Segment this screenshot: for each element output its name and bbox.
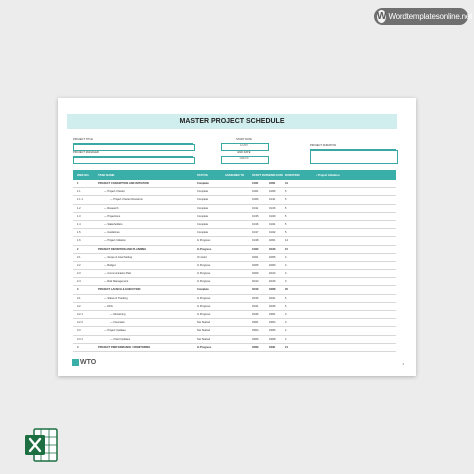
header-wbs: WBS NO. [77,173,90,177]
cell-start: 01/01 [252,182,259,185]
cell-dur: 15 [285,247,288,251]
cell-end: 02/01 [269,239,276,243]
cell-task: — Project Charter Revisions [110,198,143,202]
cell-task: — Budget [104,263,116,267]
cell-end: 02/16 [269,247,276,251]
excel-file-icon [24,427,58,463]
cell-status: In Progress [197,280,211,284]
cell-dur: 31 [285,182,288,185]
cell-start: 02/13 [252,280,259,284]
cell-wbs: 1.2 [77,206,81,210]
footer-logo-text: WTO [80,359,97,366]
project-duration-field[interactable] [310,150,398,164]
cell-start: 02/05 [252,263,259,267]
document-page [58,98,416,376]
cell-end: 03/08 [269,288,276,292]
wto-logo-icon [72,359,79,366]
cell-status: Complete [197,288,209,292]
cell-wbs: 3.1 [77,296,81,300]
cell-dur: 20 [285,288,288,292]
cell-dur: 4 [285,263,287,267]
cell-wbs: 3.2.2 [77,321,83,325]
cell-task: — Project Initiation [104,239,126,243]
watermark-badge [374,8,473,25]
cell-end: 01/22 [269,231,276,235]
header-end-date: END DATE [269,173,284,177]
page-number: 1 [402,362,404,366]
cell-dur: 5 [285,206,287,210]
header-status: STATUS [197,173,208,177]
cell-status: In Progress [197,313,211,316]
cell-wbs: 1.5 [77,231,81,235]
cell-dur: 3 [285,280,287,284]
cell-end: 02/01 [269,182,276,185]
cell-start: 01/18 [252,239,259,243]
cell-start: 02/26 [252,313,259,316]
cell-end: 01/20 [269,214,276,218]
project-title-label: PROJECT TITLE [73,137,193,144]
cell-wbs: 3.2 [77,304,81,308]
cell-end: 02/13 [269,272,276,276]
project-duration-label: PROJECT DURATION [310,143,396,150]
cell-start: 01/16 [252,222,259,226]
cell-wbs: 3.3 [77,329,81,333]
cell-dur: 2 [285,329,287,333]
cell-task: — Monitoring [110,313,126,316]
cell-end: 03/08 [269,337,276,341]
end-date-label: END DATE [221,150,267,157]
cell-status: Complete [197,231,209,235]
task-row [73,196,396,204]
cell-wbs: 4 [77,345,79,349]
task-row [73,213,396,221]
task-row [73,262,396,270]
cell-dur: 5 [285,222,287,226]
cell-dur: 14 [285,239,288,243]
cell-status: Complete [197,198,209,202]
cell-task: PROJECT PERFORMANCE / MONITORING [98,345,151,349]
cell-end: 03/06 [269,329,276,333]
task-row [73,336,396,344]
cell-status: In Progress [197,296,211,300]
header-assigned-to: ASSIGNED TO [225,173,245,177]
cell-wbs: 2.1 [77,255,81,259]
cell-wbs: 2 [77,247,79,251]
header-task-name: TASK NAME [98,173,115,177]
cell-dur: 21 [285,345,288,349]
cell-start: 02/09 [252,272,259,276]
cell-dur: 4 [285,255,287,259]
cell-dur: 5 [285,231,287,235]
cell-status: In Progress [197,272,211,276]
cell-wbs: 2.2 [77,263,81,267]
cell-task: — Stakeholders [104,222,123,226]
cell-end: 02/26 [269,304,276,308]
cell-status: Complete [197,190,209,194]
task-row [73,270,396,278]
cell-dur: 3 [285,313,287,316]
cell-end: 01/21 [269,222,276,226]
task-row [73,205,396,213]
cell-status: In Progress [197,345,212,349]
start-date-value: 1/1/XX [240,144,248,147]
task-row [73,295,396,303]
cell-end: 02/09 [269,263,276,267]
phase-row [73,246,396,254]
cell-status: Complete [197,206,209,210]
phase-row [73,344,396,352]
cell-status: In Progress [197,304,211,308]
cell-wbs: 1.1 [77,190,81,194]
cell-start: 01/02 [252,247,259,251]
cell-wbs: 1.6 [77,239,81,243]
task-row [73,254,396,262]
cell-task: — Forecasts [110,321,125,325]
cell-end: 01/11 [269,198,276,202]
cell-task: — Status & Tracking [104,296,128,300]
cell-task: — Chart Updates [110,337,131,341]
cell-wbs: 3 [77,288,79,292]
phase-row [73,180,396,188]
cell-task: — Guidelines [104,231,120,235]
end-date-value: 1/31/XX [239,157,249,160]
cell-dur: 5 [285,190,287,194]
cell-start: 02/16 [252,296,259,300]
cell-status: Not Started [197,337,211,341]
cell-start: 01/15 [252,214,259,218]
table-header [73,170,396,180]
cell-task: — KPIs [104,304,113,308]
cell-wbs: 3.3.1 [77,337,83,341]
cell-wbs: 1.3 [77,214,81,218]
start-date-label: START DATE [221,137,267,144]
cell-end: 03/04 [269,321,276,325]
cell-task: — Scope & Goal Setting [104,255,133,259]
cell-start: 03/01 [252,321,259,325]
cell-start: 01/17 [252,231,259,235]
cell-dur: 5 [285,214,287,218]
cell-status: In Progress [197,247,212,251]
cell-start: 02/16 [252,288,259,292]
cell-wbs: 2.4 [77,280,81,284]
task-row [73,188,396,196]
task-row [73,319,396,327]
header-duration: DURATION [285,173,300,177]
cell-status: Not Started [197,321,211,325]
cell-task: — Risk Management [104,280,129,284]
cell-start: 03/09 [252,345,259,349]
cell-dur: 5 [285,296,287,300]
cell-dur: 2 [285,337,287,341]
cell-status: On Hold [197,255,207,259]
cell-status: Complete [197,222,209,226]
watermark-logo-icon: W [377,11,387,22]
task-row [73,229,396,237]
cell-task: — Research [104,206,119,210]
task-row [73,278,396,286]
task-row [73,237,396,245]
cell-wbs: 3.2.1 [77,313,83,316]
cell-end: 01/16 [269,206,276,210]
cell-task: — Projections [104,214,121,218]
task-row [73,311,396,319]
schedule-table-body [73,180,396,352]
cell-task: PROJECT CONCEPTION AND INITIATION [98,182,149,185]
phase-row [73,286,396,294]
cell-status: Complete [197,182,209,185]
cell-start: 03/06 [252,337,259,341]
cell-dur: 3 [285,321,287,325]
cell-start: 01/11 [252,206,259,210]
project-manager-label: PROJECT MANAGER [73,150,193,157]
watermark-text: Wordtemplatesonline.net [388,12,473,21]
cell-start: 01/01 [252,190,259,194]
cell-task: — Project Updates [104,329,126,333]
cell-end: 01/06 [269,190,276,194]
task-row [73,327,396,335]
cell-task: PROJECT DEFINITION AND PLANNING [98,247,147,251]
cell-end: 03/01 [269,313,276,316]
cell-wbs: 1 [77,182,79,185]
cell-dur: 4 [285,272,287,276]
task-row [73,303,396,311]
cell-task: — Communication Plan [104,272,132,276]
cell-start: 02/01 [252,255,259,259]
cell-start: 01/06 [252,198,259,202]
cell-task: — Project Charter [104,190,125,194]
cell-end: 03/31 [269,345,276,349]
cell-wbs: 1.1.1 [77,198,83,202]
cell-end: 02/21 [269,296,276,300]
cell-status: In Progress [197,263,211,267]
cell-status: Complete [197,214,209,218]
header-gantt-legend: • Project Initiation [316,173,340,177]
cell-task: PROJECT LAUNCH & EXECUTION [98,288,141,292]
footer-logo [72,359,96,366]
header-start-date: START DATE [252,173,270,177]
task-row [73,221,396,229]
cell-start: 03/04 [252,329,259,333]
cell-dur: 5 [285,198,287,202]
project-manager-field[interactable] [73,157,195,164]
cell-wbs: 1.4 [77,222,81,226]
cell-start: 02/21 [252,304,259,308]
cell-wbs: 2.3 [77,272,81,276]
cell-status: In Progress [197,239,211,243]
cell-end: 02/16 [269,280,276,284]
cell-status: Not Started [197,329,211,333]
cell-dur: 5 [285,304,287,308]
document-title: MASTER PROJECT SCHEDULE [67,114,397,129]
cell-end: 02/05 [269,255,276,259]
